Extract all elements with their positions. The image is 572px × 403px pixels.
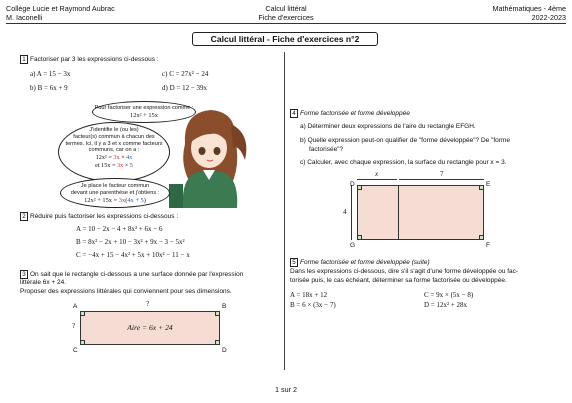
page-footer: 1 sur 2 [275,385,297,394]
header-rule [6,23,566,24]
dim-x-line [357,179,397,180]
ex4-number: 4 [290,109,298,118]
ex1-item-a: a) A = 15 − 3x [30,70,71,78]
corner-a-mark [80,311,85,316]
rect-abcd-q-left: ? [72,322,76,330]
corner-g-label: G [350,242,356,249]
ex5-item-b: B = 6 × (3x − 7) [290,301,336,309]
corner-f-label: F [486,242,490,249]
bubble-2 [58,122,170,182]
corner-e-label: E [486,181,491,188]
bubble-3-line1: Je place le facteur commun [80,183,150,189]
ex2-item-a: A = 10 − 2x − 4 + 8x² + 6x − 6 [76,225,163,233]
ex3-number: 3 [20,270,28,279]
ex3-line1: 3 On sait que le rectangle ci-dessous a une surface donnée par l'expression [20,270,243,279]
ex4-question-b1: b) Quelle expression peut-on qualifier de "forme développée"? De "forme [300,137,510,144]
ex2-number: 2 [20,212,28,221]
ex1-item-c: c) C = 27x² − 24 [162,70,209,78]
dim-x-label: x [375,170,379,178]
bubble-2-line1: J'identifie le (ou les) [89,127,139,133]
bubble-1-line1: Pour factoriser une expression comme : [94,105,194,111]
column-separator [284,52,285,370]
rect-efgh-divider [398,185,399,240]
ex4-question-a: a) Déterminer deux expressions de l'aire du rectangle EFGH. [300,123,476,130]
header-subject: Mathématiques - 4ème [492,4,566,13]
bubble-2-line4: communs, car on a : [88,147,140,154]
bubble-1 [92,101,196,123]
rect-abcd-q-top: ? [146,300,150,308]
ex1-instruction: Factoriser par 3 les expressions ci-dessous : [30,56,159,63]
corner-d2-label: D [350,181,355,188]
corner-c-label: C [73,347,78,354]
school-name: Collège Lucie et Raymond Aubrac [6,4,115,13]
corner-e-mark [479,185,484,190]
bubble-3 [60,178,170,208]
ex3-line3: Proposer des expressions littérales qui conviennent pour ses dimensions. [20,288,232,295]
corner-g-mark [357,235,362,240]
rect-abcd-label: Aire = 6x + 24 [127,323,173,332]
ex4-title-block [290,109,410,118]
bubble-1-line2: 12x² + 15x [130,111,158,119]
ex2-instruction: Réduire puis factoriser les expressions ci-dessous : [30,213,179,220]
teacher-name: M. Iaconelli [6,13,43,22]
bubble-3-line2: devant une parenthèse et j'obtiens : [70,189,160,196]
header-year: 2022-2023 [531,13,566,22]
bubble-2-line5: 12x² = 3x × 4x [95,154,133,162]
ex5-title-block [290,258,430,267]
corner-b-mark [215,311,220,316]
ex2-block [20,212,178,221]
corner-d-mark [215,340,220,345]
dim-7-line [399,179,484,180]
corner-c-mark [80,340,85,345]
corner-d-label: D [222,347,227,354]
ex5-item-d: D = 12x² + 28x [424,301,468,309]
bubble-2-line2: facteur(s) commun à chacun des [73,133,155,140]
page-title: Calcul littéral - Fiche d'exercices n°2 [192,32,378,46]
ex4-question-b2: factorisée"? [309,146,344,153]
bubble-3-line3: 12x² + 15x = 3x(4x + 5) [84,196,146,204]
bubble-2-line6: et 15x = 3x × 5 [95,161,133,169]
corner-a-label: A [73,303,78,310]
corner-d2-mark [357,185,362,190]
corner-b-label: B [222,303,227,310]
ex5-line2: torisée puis, le cas échéant, déterminer sa forme factorisée ou développée. [290,277,507,284]
bubble-2-line3: termes. Ici, il y a 3 et x comme facteurs [65,140,163,147]
ex5-title: Forme factorisée et forme développée (suite) [300,259,430,266]
rect-efgh [357,185,484,240]
ex1-item-b: b) B = 6x + 9 [30,84,68,92]
ex5-item-a: A = 18x + 12 [290,291,328,299]
ex5-item-c: C = 9x × (5x − 8) [424,291,474,299]
dim-4-line [351,185,352,240]
dim-7-label: 7 [440,170,444,178]
ex2-item-b: B = 8x² − 2x + 10 − 3x² + 9x − 3 − 5x² [76,238,185,246]
ex4-question-c: c) Calculer, avec chaque expression, la surface du rectangle pour x = 3. [300,159,507,166]
ex1-block [20,55,159,64]
dim-4-label: 4 [343,208,347,216]
ex5-line1: Dans les expressions ci-dessous, dire s'il s'agit d'une forme développée ou fac- [290,268,519,275]
ex1-item-d: d) D = 12 − 39x [162,84,208,92]
ex4-title: Forme factorisée et forme développée [300,110,410,117]
header-sheet: Fiche d'exercices [258,13,314,22]
ex3-line2: littérale 6x + 24. [20,279,67,286]
ex1-number: 1 [20,55,28,64]
ex5-number: 5 [290,258,298,267]
header-topic: Calcul littéral [265,4,307,13]
corner-f-mark [479,235,484,240]
ex2-item-c: C = −4x + 15 − 4x² + 5x + 10x² − 11 − x [76,251,190,259]
